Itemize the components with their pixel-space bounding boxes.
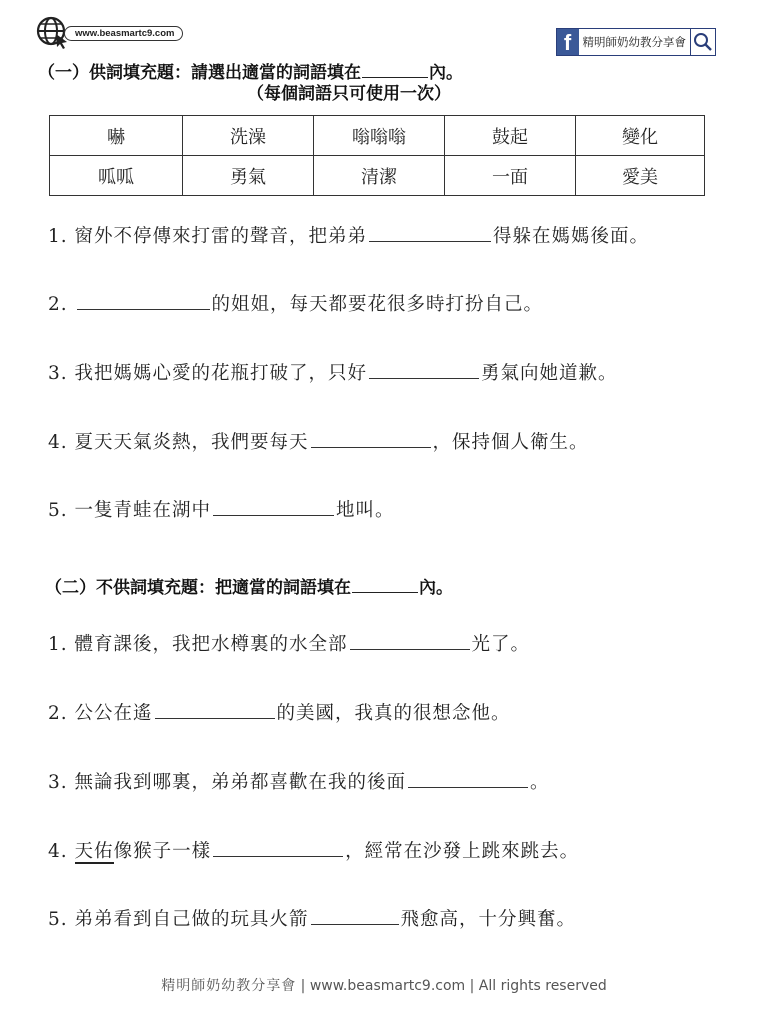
page-footer <box>0 975 768 995</box>
answer-blank[interactable] <box>350 631 470 650</box>
word-bank-cell: 愛美 <box>576 156 705 196</box>
answer-blank[interactable] <box>213 497 334 516</box>
question-text: 的姐姐，每天都要花很多時打扮自己。 <box>211 294 544 315</box>
answer-blank[interactable] <box>369 360 479 379</box>
word-bank-cell: 清潔 <box>314 156 445 196</box>
question-text: 5. 弟弟看到自己做的玩具火箭 <box>48 909 309 930</box>
s2-question-4 <box>48 837 579 863</box>
s1-question-4 <box>48 428 589 454</box>
answer-blank[interactable] <box>311 906 399 925</box>
word-bank-cell: 嚇 <box>50 116 183 156</box>
footer-url: www.beasmartc9.com <box>309 978 466 994</box>
question-text: 2. <box>48 294 75 315</box>
word-bank-row <box>50 156 705 196</box>
word-bank-cell: 鼓起 <box>445 116 576 156</box>
footer-rights: All rights reserved <box>478 978 607 994</box>
question-text: 4. 夏天天氣炎熱，我們要每天 <box>48 432 309 453</box>
word-bank-cell: 勇氣 <box>183 156 314 196</box>
question-text: 1. 體育課後，我把水樽裏的水全部 <box>48 634 348 655</box>
proper-name-underlined: 天佑 <box>74 841 114 862</box>
facebook-page-name: 精明師奶幼教分享會 <box>579 29 692 55</box>
answer-blank[interactable] <box>408 769 528 788</box>
s1-question-3 <box>48 359 618 385</box>
question-text: 1. 窗外不停傳來打雷的聲音，把弟弟 <box>48 226 368 247</box>
section2-title-suffix: 內。 <box>419 578 453 598</box>
question-text: ，保持個人衛生。 <box>432 432 589 453</box>
question-text: 5. 一隻青蛙在湖中 <box>48 500 212 521</box>
word-bank-cell: 嗡嗡嗡 <box>314 116 445 156</box>
question-text: 3. 我把媽媽心愛的花瓶打破了，只好 <box>48 363 368 384</box>
footer-separator: | <box>296 978 310 994</box>
facebook-icon: f <box>557 29 579 55</box>
word-bank-cell: 呱呱 <box>50 156 183 196</box>
question-text: 像猴子一樣 <box>113 841 212 862</box>
site-url: www.beasmartc9.com <box>64 26 183 41</box>
question-text: 飛愈高，十分興奮。 <box>400 909 577 930</box>
s1-question-1 <box>48 222 649 248</box>
section2-title <box>45 573 453 598</box>
facebook-page-badge <box>556 28 717 56</box>
question-text: 得躲在媽媽後面。 <box>493 226 650 247</box>
s1-question-5 <box>48 496 395 522</box>
title-blank <box>362 61 428 78</box>
section2-title-text: （二）不供詞填充題：把適當的詞語填在 <box>45 578 351 598</box>
section1-subtitle: （每個詞語只可使用一次） <box>247 84 451 104</box>
section1-title-suffix: 內。 <box>429 63 463 83</box>
question-text: 3. 無論我到哪裏，弟弟都喜歡在我的後面 <box>48 772 407 793</box>
s2-question-2 <box>48 699 511 725</box>
s2-question-3 <box>48 768 550 794</box>
question-text: ，經常在沙發上跳來跳去。 <box>345 841 580 862</box>
question-text: 。 <box>530 772 550 793</box>
s2-question-5 <box>48 905 576 931</box>
answer-blank[interactable] <box>369 223 491 242</box>
section1-title-text: （一）供詞填充題：請選出適當的詞語填在 <box>38 63 361 83</box>
s2-question-1 <box>48 630 530 656</box>
word-bank-cell: 變化 <box>576 116 705 156</box>
footer-separator: | <box>465 978 479 994</box>
question-number: 4. <box>48 841 75 862</box>
footer-brand: 精明師奶幼教分享會 <box>161 978 297 994</box>
question-text: 光了。 <box>471 634 531 655</box>
word-bank-cell: 洗澡 <box>183 116 314 156</box>
search-icon <box>691 29 715 55</box>
question-text: 地叫。 <box>336 500 395 521</box>
title-blank <box>352 576 418 593</box>
word-bank-row <box>50 116 705 156</box>
question-text: 的美國，我真的很想念他。 <box>276 703 511 724</box>
s1-question-2 <box>48 290 543 316</box>
answer-blank[interactable] <box>311 429 431 448</box>
word-bank-table <box>49 115 705 196</box>
site-logo <box>36 16 183 50</box>
question-text: 2. 公公在遙 <box>48 703 153 724</box>
answer-blank[interactable] <box>77 291 210 310</box>
word-bank-cell: 一面 <box>445 156 576 196</box>
question-text: 勇氣向她道歉。 <box>481 363 618 384</box>
answer-blank[interactable] <box>155 700 275 719</box>
answer-blank[interactable] <box>213 838 343 857</box>
